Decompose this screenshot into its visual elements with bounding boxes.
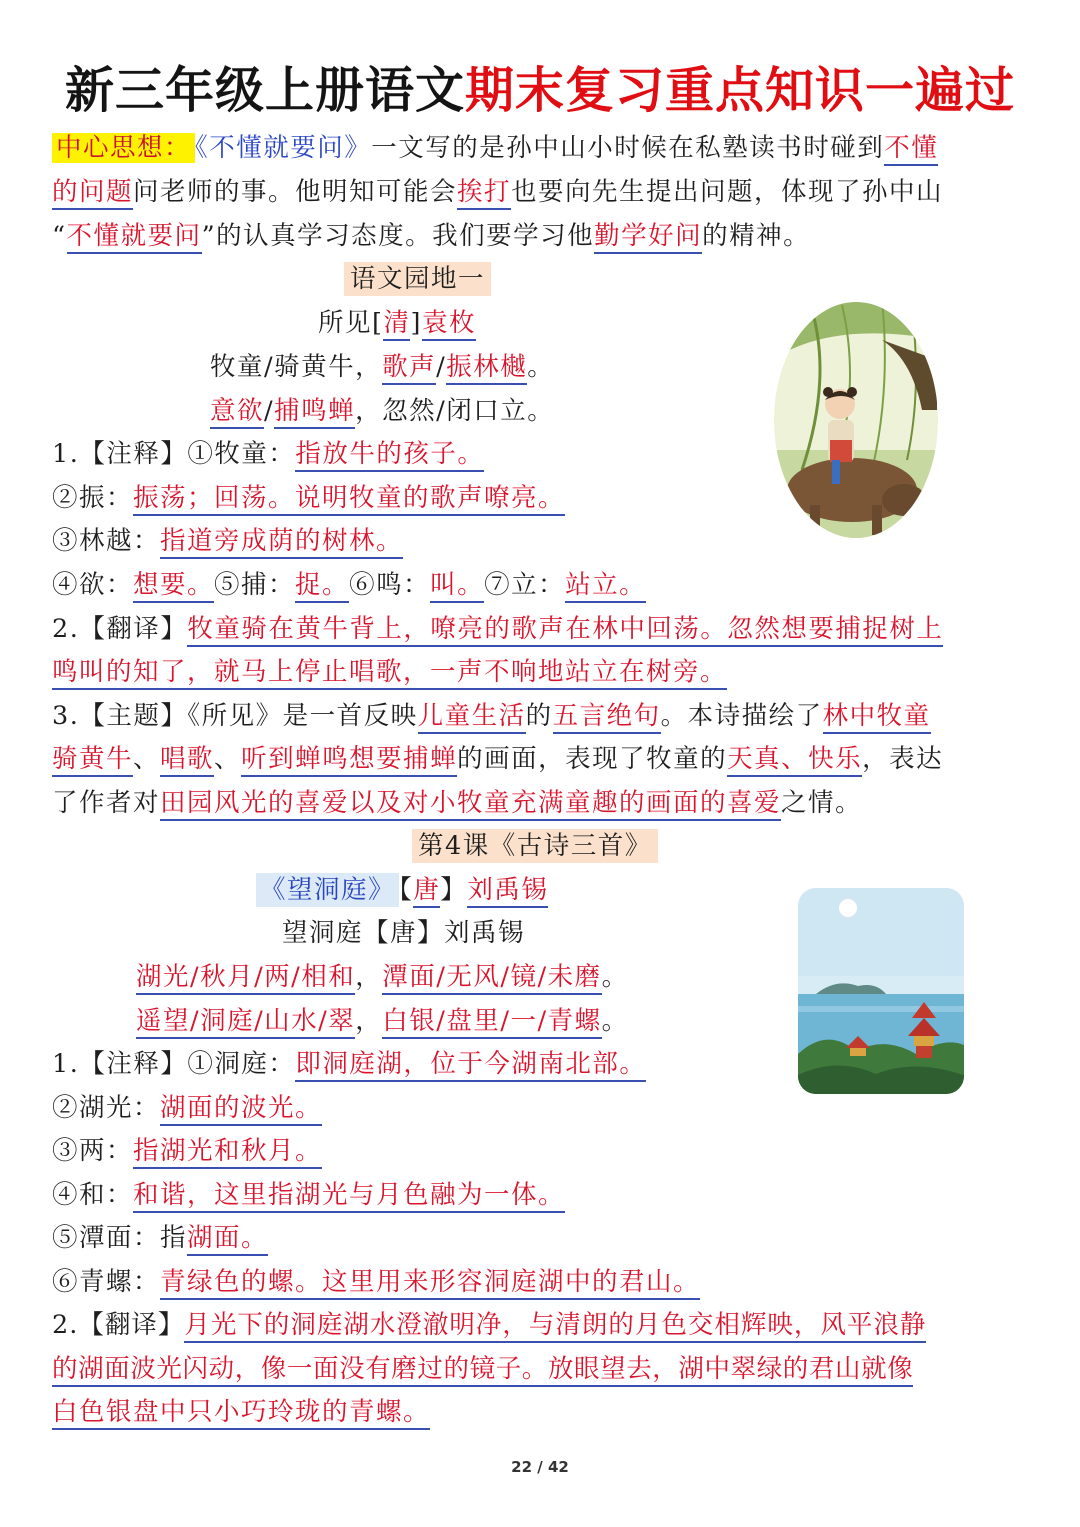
- note-label: ⑥青螺：: [52, 1267, 161, 1297]
- note-text: 湖面。: [187, 1223, 268, 1256]
- theme-text: 、: [214, 744, 242, 774]
- note-text: 捉。: [295, 570, 349, 603]
- summary-text: 问老师的事。他明知可能会: [133, 177, 458, 207]
- summary-text: 也要向先生提出问题，体现了孙中山: [511, 177, 944, 207]
- theme-text: 的画面，表现了牧童的: [457, 744, 728, 774]
- poem2-line-1: [136, 959, 629, 995]
- heading-text: 语文园地一: [344, 262, 491, 296]
- theme-key: 田园风光的喜爱以及对小牧童充满童趣的画面的喜爱: [160, 788, 781, 821]
- poem-key: 意欲: [210, 396, 264, 429]
- poem-text: 。: [527, 352, 555, 382]
- cowherd-boy-on-ox-image: [772, 300, 940, 540]
- page-title: [0, 52, 1080, 122]
- note-label: ④欲：: [52, 570, 134, 600]
- poem-dynasty: 唐: [413, 875, 440, 908]
- notes2-line-4: [52, 1177, 565, 1213]
- note-text: 和谐，这里指湖光与月色融为一体。: [133, 1180, 565, 1213]
- note-label: ⑥鸣：: [349, 570, 431, 600]
- notes2-line-1: [52, 1046, 646, 1082]
- poem-text: 。: [601, 962, 629, 992]
- summary-key: 不懂: [884, 133, 938, 166]
- note-label: ③两：: [52, 1136, 134, 1166]
- poem-title: 《望洞庭》: [256, 873, 399, 907]
- note-label: ⑤捕：: [214, 570, 296, 600]
- poem2-title-line: [256, 872, 548, 908]
- notes1-line-2: [52, 480, 565, 516]
- section-heading-lesson4: [412, 828, 658, 864]
- summary-text: ”的认真学习态度。我们要学习他: [201, 221, 595, 251]
- bracket: 【: [399, 875, 414, 905]
- poem2-subtitle: [282, 915, 525, 951]
- translation-text: 月光下的洞庭湖水澄澈明净，与清朗的月色交相辉映，风平浪静: [184, 1310, 926, 1343]
- poem-subtitle: 望洞庭【唐】刘禹锡: [282, 918, 526, 948]
- note-label: ②湖光：: [52, 1093, 161, 1123]
- translation-text: 牧童骑在黄牛背上，嘹亮的歌声在林中回荡。忽然想要捕捉树上: [187, 614, 943, 647]
- dongting-lake-pagoda-image: [796, 886, 966, 1096]
- note-label: 1.【注释】①牧童：: [52, 439, 296, 469]
- translation-text: 的湖面波光闪动，像一面没有磨过的镜子。放眼望去，湖中翠绿的君山就像: [52, 1354, 913, 1387]
- summary-book: 《不懂就要问》: [195, 133, 372, 163]
- note-text: 指放牛的孩子。: [295, 439, 484, 472]
- poem1-line-2: [210, 393, 554, 429]
- poem-title: 所见: [318, 308, 373, 338]
- translation-label: 2.【翻译】: [52, 614, 188, 644]
- trans2-line-1: [52, 1307, 926, 1343]
- theme1-line-2: [52, 741, 943, 777]
- note-text: 站立。: [565, 570, 646, 603]
- note-label: ⑦立：: [484, 570, 566, 600]
- note-label: 1.【注释】①洞庭：: [52, 1049, 296, 1079]
- note-text: 指道旁成荫的树林。: [160, 526, 403, 559]
- poem-dynasty: 清: [383, 308, 410, 341]
- theme1-line-3: [52, 785, 862, 821]
- poem-text: ，: [355, 1006, 383, 1036]
- summary-key: 不懂就要问: [67, 221, 202, 254]
- translation-label: 2.【翻译】: [52, 1310, 185, 1340]
- note-label: ⑤潭面：指: [52, 1223, 188, 1253]
- trans2-line-3: [52, 1394, 430, 1430]
- title-part-red: 期末复习重点知识一遍过: [465, 62, 1016, 119]
- section-heading-garden: [344, 261, 491, 297]
- theme-text: 的: [525, 701, 553, 731]
- note-text: 叫。: [430, 570, 484, 603]
- note-text: 湖面的波光。: [160, 1093, 322, 1126]
- poem-text: 牧童/骑黄牛，: [210, 352, 383, 382]
- trans1-line-2: [52, 654, 727, 690]
- poem-key: 捕鸣蝉: [274, 396, 355, 429]
- summary-key: 勤学好问: [594, 221, 702, 254]
- theme-key: 林中牧童: [823, 701, 931, 734]
- note-label: ④和：: [52, 1180, 134, 1210]
- page-number: 22 / 42: [511, 1458, 569, 1476]
- bracket: 】: [440, 875, 468, 905]
- bracket: ]: [410, 308, 422, 338]
- summary-text: 一文写的是孙中山小时候在私塾读书时碰到: [371, 133, 885, 163]
- translation-text: 鸣叫的知了，就马上停止唱歌，一声不响地站立在树旁。: [52, 657, 727, 690]
- summary-key: 挨打: [457, 177, 511, 210]
- notes1-line-1: [52, 436, 484, 472]
- bracket: [: [372, 308, 384, 338]
- poem-key: 潭面/无风/镜/未磨: [382, 962, 601, 995]
- theme-text: 。本诗描绘了: [660, 701, 823, 731]
- poem1-title-line: [318, 305, 476, 341]
- poem-key: 振林樾: [446, 352, 527, 385]
- poem2-line-2: [136, 1003, 629, 1039]
- theme-key: 唱歌: [160, 744, 214, 777]
- cowherd-boy-illustration: [772, 300, 940, 540]
- theme-key: 儿童生活: [418, 701, 526, 734]
- theme-key: 听到蝉鸣想要捕蝉: [241, 744, 457, 777]
- notes1-line-4: [52, 567, 646, 603]
- note-label: ②振：: [52, 483, 134, 513]
- poem-text: /: [436, 352, 447, 382]
- poem-author: 袁枚: [422, 308, 476, 341]
- note-text: 指湖光和秋月。: [133, 1136, 322, 1169]
- trans1-line-1: [52, 611, 943, 647]
- heading-text: 第4课《古诗三首》: [412, 829, 658, 863]
- notes2-line-2: [52, 1090, 322, 1126]
- note-text: 即洞庭湖，位于今湖南北部。: [295, 1049, 646, 1082]
- summary-line-3: [52, 218, 810, 254]
- poem-text: 。: [601, 1006, 629, 1036]
- poem1-line-1: [210, 349, 554, 385]
- poem-key: 白银/盘里/一/青螺: [382, 1006, 601, 1039]
- note-text: 振荡；回荡。说明牧童的歌声嘹亮。: [133, 483, 565, 516]
- theme-text: ，表达: [862, 744, 944, 774]
- summary-line-1: [52, 130, 938, 166]
- translation-text: 白色银盘中只小巧玲珑的青螺。: [52, 1397, 430, 1430]
- note-label: ③林越：: [52, 526, 161, 556]
- theme-key: 五言绝句: [553, 701, 661, 734]
- dongting-lake-illustration: [796, 886, 966, 1096]
- notes2-line-5: [52, 1220, 268, 1256]
- summary-text: “: [52, 221, 67, 251]
- title-part-black: 新三年级上册语文: [64, 62, 465, 119]
- note-text: 青绿色的螺。这里用来形容洞庭湖中的君山。: [160, 1267, 700, 1300]
- theme1-line-1: [52, 698, 931, 734]
- poem-author: 刘禹锡: [467, 875, 548, 908]
- poem-text: ，: [355, 962, 383, 992]
- theme-text: 、: [133, 744, 161, 774]
- poem-key: 歌声: [382, 352, 436, 385]
- poem-text: ，忽然/闭口立。: [355, 396, 555, 426]
- notes2-line-6: [52, 1264, 700, 1300]
- theme-text: 之情。: [781, 788, 863, 818]
- theme-key: 天真、快乐: [727, 744, 862, 777]
- note-text: 想要。: [133, 570, 214, 603]
- poem-text: /: [264, 396, 275, 426]
- theme-key: 骑黄牛: [52, 744, 133, 777]
- theme-text: 了作者对: [52, 788, 161, 818]
- trans2-line-2: [52, 1351, 913, 1387]
- summary-label: 中心思想：: [52, 133, 195, 163]
- summary-key: 的问题: [52, 177, 133, 210]
- poem-key: 遥望/洞庭/山水/翠: [136, 1006, 355, 1039]
- notes1-line-3: [52, 523, 403, 559]
- summary-text: 的精神。: [702, 221, 811, 251]
- notes2-line-3: [52, 1133, 322, 1169]
- theme-label: 3.【主题】《所见》是一首反映: [52, 701, 418, 731]
- poem-key: 湖光/秋月/两/相和: [136, 962, 355, 995]
- summary-line-2: [52, 174, 943, 210]
